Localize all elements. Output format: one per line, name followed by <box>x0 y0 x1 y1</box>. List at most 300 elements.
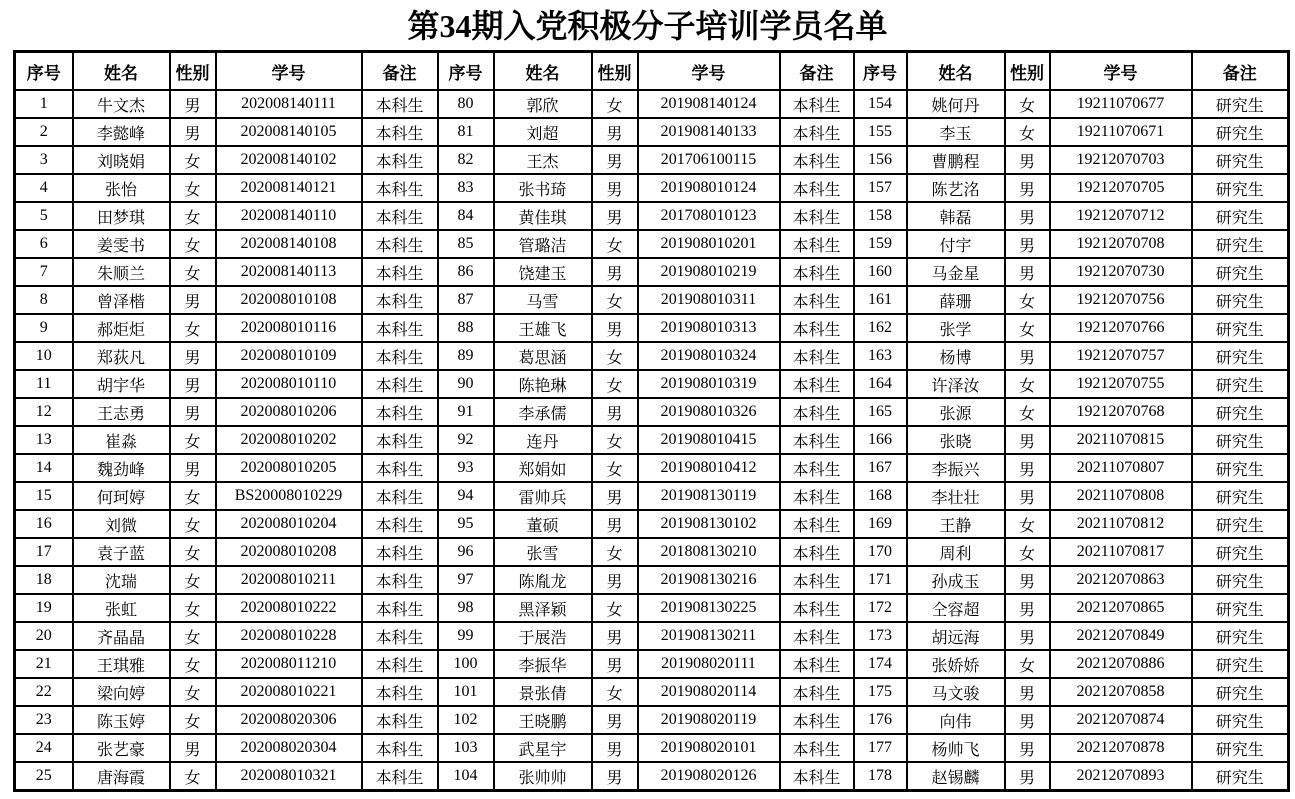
gender-cell: 女 <box>170 594 216 622</box>
remark-cell: 本科生 <box>780 258 854 286</box>
name-cell: 董硕 <box>494 510 592 538</box>
student-id-cell: 20211070807 <box>1050 454 1192 482</box>
remark-cell: 本科生 <box>780 230 854 258</box>
name-cell: 曾泽楷 <box>73 286 170 314</box>
name-cell: 韩磊 <box>907 202 1005 230</box>
serial-cell: 102 <box>438 706 494 734</box>
table-row <box>15 538 1289 566</box>
gender-cell: 男 <box>1005 146 1050 174</box>
gender-cell: 女 <box>170 174 216 202</box>
student-id-cell: BS20008010229 <box>216 482 362 510</box>
table-row <box>15 426 1289 454</box>
name-cell: 梁向婷 <box>73 678 170 706</box>
table-row <box>15 342 1289 370</box>
table-row <box>15 398 1289 426</box>
name-cell: 郝炬炬 <box>73 314 170 342</box>
student-id-cell: 201908010319 <box>638 370 780 398</box>
serial-cell: 2 <box>15 118 73 146</box>
serial-cell: 175 <box>854 678 907 706</box>
serial-cell: 163 <box>854 342 907 370</box>
serial-cell: 92 <box>438 426 494 454</box>
remark-cell: 本科生 <box>362 454 438 482</box>
table-row <box>15 762 1289 791</box>
gender-cell: 女 <box>170 202 216 230</box>
gender-cell: 男 <box>1005 622 1050 650</box>
gender-cell: 女 <box>592 454 638 482</box>
serial-cell: 159 <box>854 230 907 258</box>
serial-cell: 160 <box>854 258 907 286</box>
name-cell: 连丹 <box>494 426 592 454</box>
trainee-roster-table <box>13 50 1290 792</box>
table-row <box>15 286 1289 314</box>
student-id-cell: 20212070886 <box>1050 650 1192 678</box>
col-header-student-id: 学号 <box>638 52 780 91</box>
name-cell: 陈玉婷 <box>73 706 170 734</box>
gender-cell: 女 <box>170 566 216 594</box>
serial-cell: 17 <box>15 538 73 566</box>
serial-cell: 8 <box>15 286 73 314</box>
remark-cell: 本科生 <box>362 342 438 370</box>
name-cell: 葛思涵 <box>494 342 592 370</box>
remark-cell: 研究生 <box>1192 202 1289 230</box>
remark-cell: 本科生 <box>362 538 438 566</box>
serial-cell: 93 <box>438 454 494 482</box>
remark-cell: 本科生 <box>362 314 438 342</box>
gender-cell: 女 <box>170 538 216 566</box>
name-cell: 饶建玉 <box>494 258 592 286</box>
student-id-cell: 201908130216 <box>638 566 780 594</box>
serial-cell: 103 <box>438 734 494 762</box>
remark-cell: 本科生 <box>362 146 438 174</box>
remark-cell: 研究生 <box>1192 342 1289 370</box>
student-id-cell: 202008140102 <box>216 146 362 174</box>
gender-cell: 女 <box>592 538 638 566</box>
table-row <box>15 510 1289 538</box>
remark-cell: 本科生 <box>362 678 438 706</box>
name-cell: 周利 <box>907 538 1005 566</box>
remark-cell: 本科生 <box>362 90 438 118</box>
remark-cell: 研究生 <box>1192 538 1289 566</box>
table-row <box>15 146 1289 174</box>
student-id-cell: 202008010321 <box>216 762 362 791</box>
name-cell: 张源 <box>907 398 1005 426</box>
name-cell: 陈艺洺 <box>907 174 1005 202</box>
student-id-cell: 201908010326 <box>638 398 780 426</box>
gender-cell: 女 <box>170 678 216 706</box>
student-id-cell: 201908010124 <box>638 174 780 202</box>
name-cell: 杨帅飞 <box>907 734 1005 762</box>
serial-cell: 1 <box>15 90 73 118</box>
serial-cell: 3 <box>15 146 73 174</box>
student-id-cell: 201708010123 <box>638 202 780 230</box>
remark-cell: 本科生 <box>362 258 438 286</box>
serial-cell: 97 <box>438 566 494 594</box>
name-cell: 郑荻凡 <box>73 342 170 370</box>
gender-cell: 男 <box>592 622 638 650</box>
student-id-cell: 202008010208 <box>216 538 362 566</box>
gender-cell: 女 <box>170 258 216 286</box>
gender-cell: 男 <box>170 342 216 370</box>
remark-cell: 本科生 <box>780 286 854 314</box>
gender-cell: 男 <box>1005 174 1050 202</box>
gender-cell: 男 <box>170 370 216 398</box>
gender-cell: 女 <box>170 230 216 258</box>
gender-cell: 女 <box>1005 314 1050 342</box>
student-id-cell: 202008010222 <box>216 594 362 622</box>
gender-cell: 女 <box>170 762 216 791</box>
remark-cell: 本科生 <box>780 202 854 230</box>
name-cell: 姜雯书 <box>73 230 170 258</box>
name-cell: 田梦琪 <box>73 202 170 230</box>
name-cell: 李振华 <box>494 650 592 678</box>
gender-cell: 男 <box>1005 258 1050 286</box>
gender-cell: 男 <box>170 454 216 482</box>
remark-cell: 研究生 <box>1192 370 1289 398</box>
gender-cell: 男 <box>1005 342 1050 370</box>
student-id-cell: 19212070730 <box>1050 258 1192 286</box>
name-cell: 张娇娇 <box>907 650 1005 678</box>
gender-cell: 男 <box>592 510 638 538</box>
remark-cell: 本科生 <box>780 510 854 538</box>
name-cell: 姚何丹 <box>907 90 1005 118</box>
serial-cell: 20 <box>15 622 73 650</box>
name-cell: 陈艳琳 <box>494 370 592 398</box>
serial-cell: 87 <box>438 286 494 314</box>
gender-cell: 女 <box>170 314 216 342</box>
gender-cell: 女 <box>170 706 216 734</box>
student-id-cell: 19212070705 <box>1050 174 1192 202</box>
serial-cell: 18 <box>15 566 73 594</box>
remark-cell: 研究生 <box>1192 706 1289 734</box>
student-id-cell: 20212070858 <box>1050 678 1192 706</box>
remark-cell: 本科生 <box>362 510 438 538</box>
gender-cell: 男 <box>592 650 638 678</box>
remark-cell: 本科生 <box>362 230 438 258</box>
name-cell: 牛文杰 <box>73 90 170 118</box>
serial-cell: 81 <box>438 118 494 146</box>
student-id-cell: 202008010204 <box>216 510 362 538</box>
gender-cell: 男 <box>592 734 638 762</box>
student-id-cell: 201908010415 <box>638 426 780 454</box>
name-cell: 付宇 <box>907 230 1005 258</box>
col-header-serial: 序号 <box>15 52 73 91</box>
remark-cell: 本科生 <box>362 370 438 398</box>
table-row <box>15 202 1289 230</box>
name-cell: 王静 <box>907 510 1005 538</box>
student-id-cell: 20211070812 <box>1050 510 1192 538</box>
serial-cell: 171 <box>854 566 907 594</box>
serial-cell: 157 <box>854 174 907 202</box>
col-header-serial: 序号 <box>438 52 494 91</box>
serial-cell: 178 <box>854 762 907 791</box>
serial-cell: 9 <box>15 314 73 342</box>
remark-cell: 本科生 <box>780 622 854 650</box>
serial-cell: 165 <box>854 398 907 426</box>
gender-cell: 男 <box>1005 734 1050 762</box>
remark-cell: 本科生 <box>780 426 854 454</box>
gender-cell: 女 <box>1005 370 1050 398</box>
col-header-gender: 性别 <box>1005 52 1050 91</box>
remark-cell: 本科生 <box>362 286 438 314</box>
gender-cell: 女 <box>592 342 638 370</box>
remark-cell: 研究生 <box>1192 118 1289 146</box>
serial-cell: 90 <box>438 370 494 398</box>
col-header-serial: 序号 <box>854 52 907 91</box>
name-cell: 管璐洁 <box>494 230 592 258</box>
table-row <box>15 706 1289 734</box>
remark-cell: 研究生 <box>1192 314 1289 342</box>
serial-cell: 80 <box>438 90 494 118</box>
student-id-cell: 202008010228 <box>216 622 362 650</box>
gender-cell: 女 <box>592 370 638 398</box>
student-id-cell: 20211070817 <box>1050 538 1192 566</box>
serial-cell: 82 <box>438 146 494 174</box>
student-id-cell: 20211070808 <box>1050 482 1192 510</box>
name-cell: 李振兴 <box>907 454 1005 482</box>
serial-cell: 104 <box>438 762 494 791</box>
student-id-cell: 201908020101 <box>638 734 780 762</box>
serial-cell: 154 <box>854 90 907 118</box>
name-cell: 张虹 <box>73 594 170 622</box>
gender-cell: 男 <box>592 174 638 202</box>
remark-cell: 本科生 <box>780 594 854 622</box>
remark-cell: 本科生 <box>780 146 854 174</box>
name-cell: 袁子蓝 <box>73 538 170 566</box>
student-id-cell: 201908140124 <box>638 90 780 118</box>
serial-cell: 155 <box>854 118 907 146</box>
remark-cell: 本科生 <box>780 118 854 146</box>
name-cell: 仝容超 <box>907 594 1005 622</box>
gender-cell: 女 <box>592 286 638 314</box>
student-id-cell: 202008010109 <box>216 342 362 370</box>
gender-cell: 女 <box>1005 538 1050 566</box>
gender-cell: 女 <box>170 482 216 510</box>
name-cell: 马金星 <box>907 258 1005 286</box>
gender-cell: 男 <box>170 398 216 426</box>
serial-cell: 84 <box>438 202 494 230</box>
student-id-cell: 201908020126 <box>638 762 780 791</box>
student-id-cell: 19212070703 <box>1050 146 1192 174</box>
name-cell: 何珂婷 <box>73 482 170 510</box>
name-cell: 沈瑞 <box>73 566 170 594</box>
gender-cell: 男 <box>1005 706 1050 734</box>
serial-cell: 7 <box>15 258 73 286</box>
remark-cell: 研究生 <box>1192 90 1289 118</box>
serial-cell: 156 <box>854 146 907 174</box>
gender-cell: 女 <box>170 426 216 454</box>
remark-cell: 本科生 <box>780 398 854 426</box>
student-id-cell: 202008010116 <box>216 314 362 342</box>
remark-cell: 研究生 <box>1192 258 1289 286</box>
serial-cell: 4 <box>15 174 73 202</box>
name-cell: 张书琦 <box>494 174 592 202</box>
col-header-remark: 备注 <box>362 52 438 91</box>
gender-cell: 女 <box>592 426 638 454</box>
name-cell: 郭欣 <box>494 90 592 118</box>
gender-cell: 男 <box>1005 230 1050 258</box>
remark-cell: 研究生 <box>1192 482 1289 510</box>
serial-cell: 99 <box>438 622 494 650</box>
student-id-cell: 19212070712 <box>1050 202 1192 230</box>
page-title: 第34期入党积极分子培训学员名单 <box>407 8 888 44</box>
serial-cell: 25 <box>15 762 73 791</box>
name-cell: 黄佳琪 <box>494 202 592 230</box>
gender-cell: 女 <box>1005 510 1050 538</box>
name-cell: 李玉 <box>907 118 1005 146</box>
name-cell: 刘超 <box>494 118 592 146</box>
student-id-cell: 201908010313 <box>638 314 780 342</box>
remark-cell: 研究生 <box>1192 174 1289 202</box>
name-cell: 朱顺兰 <box>73 258 170 286</box>
serial-cell: 168 <box>854 482 907 510</box>
remark-cell: 研究生 <box>1192 734 1289 762</box>
serial-cell: 162 <box>854 314 907 342</box>
remark-cell: 本科生 <box>780 650 854 678</box>
remark-cell: 本科生 <box>780 762 854 791</box>
serial-cell: 95 <box>438 510 494 538</box>
student-id-cell: 202008011210 <box>216 650 362 678</box>
gender-cell: 男 <box>592 398 638 426</box>
gender-cell: 男 <box>592 762 638 791</box>
student-id-cell: 19212070757 <box>1050 342 1192 370</box>
table-row <box>15 678 1289 706</box>
student-id-cell: 201908130225 <box>638 594 780 622</box>
student-id-cell: 19211070677 <box>1050 90 1192 118</box>
name-cell: 向伟 <box>907 706 1005 734</box>
remark-cell: 本科生 <box>362 426 438 454</box>
student-id-cell: 201908010219 <box>638 258 780 286</box>
student-id-cell: 201908020119 <box>638 706 780 734</box>
remark-cell: 研究生 <box>1192 594 1289 622</box>
student-id-cell: 202008010108 <box>216 286 362 314</box>
name-cell: 王晓鹏 <box>494 706 592 734</box>
name-cell: 胡远海 <box>907 622 1005 650</box>
remark-cell: 研究生 <box>1192 622 1289 650</box>
serial-cell: 158 <box>854 202 907 230</box>
remark-cell: 本科生 <box>362 762 438 791</box>
gender-cell: 男 <box>1005 482 1050 510</box>
serial-cell: 11 <box>15 370 73 398</box>
student-id-cell: 202008010110 <box>216 370 362 398</box>
table-row <box>15 230 1289 258</box>
student-id-cell: 202008020306 <box>216 706 362 734</box>
gender-cell: 男 <box>592 314 638 342</box>
col-header-gender: 性别 <box>170 52 216 91</box>
gender-cell: 女 <box>592 594 638 622</box>
student-id-cell: 20212070878 <box>1050 734 1192 762</box>
remark-cell: 本科生 <box>362 594 438 622</box>
student-id-cell: 201908020111 <box>638 650 780 678</box>
student-id-cell: 202008010206 <box>216 398 362 426</box>
gender-cell: 男 <box>1005 566 1050 594</box>
serial-cell: 174 <box>854 650 907 678</box>
gender-cell: 女 <box>170 146 216 174</box>
name-cell: 唐海霞 <box>73 762 170 791</box>
col-header-name: 姓名 <box>907 52 1005 91</box>
name-cell: 张雪 <box>494 538 592 566</box>
student-id-cell: 20212070893 <box>1050 762 1192 791</box>
gender-cell: 女 <box>1005 398 1050 426</box>
serial-cell: 176 <box>854 706 907 734</box>
table-row <box>15 90 1289 118</box>
col-header-name: 姓名 <box>494 52 592 91</box>
remark-cell: 本科生 <box>362 566 438 594</box>
gender-cell: 女 <box>1005 286 1050 314</box>
remark-cell: 本科生 <box>780 370 854 398</box>
remark-cell: 研究生 <box>1192 426 1289 454</box>
serial-cell: 164 <box>854 370 907 398</box>
gender-cell: 男 <box>1005 426 1050 454</box>
student-id-cell: 202008020304 <box>216 734 362 762</box>
serial-cell: 101 <box>438 678 494 706</box>
serial-cell: 15 <box>15 482 73 510</box>
student-id-cell: 202008140121 <box>216 174 362 202</box>
remark-cell: 本科生 <box>362 650 438 678</box>
remark-cell: 本科生 <box>362 734 438 762</box>
name-cell: 马雪 <box>494 286 592 314</box>
col-header-remark: 备注 <box>1192 52 1289 91</box>
student-id-cell: 20211070815 <box>1050 426 1192 454</box>
serial-cell: 91 <box>438 398 494 426</box>
serial-cell: 172 <box>854 594 907 622</box>
student-id-cell: 202008140108 <box>216 230 362 258</box>
name-cell: 魏劲峰 <box>73 454 170 482</box>
table-row <box>15 174 1289 202</box>
remark-cell: 本科生 <box>362 118 438 146</box>
gender-cell: 男 <box>592 258 638 286</box>
col-header-remark: 备注 <box>780 52 854 91</box>
student-id-cell: 201908010311 <box>638 286 780 314</box>
student-id-cell: 201908140133 <box>638 118 780 146</box>
name-cell: 刘晓娟 <box>73 146 170 174</box>
remark-cell: 本科生 <box>780 90 854 118</box>
student-id-cell: 19212070756 <box>1050 286 1192 314</box>
student-id-cell: 20212070849 <box>1050 622 1192 650</box>
header-row <box>15 52 1289 91</box>
remark-cell: 本科生 <box>780 342 854 370</box>
name-cell: 曹鹏程 <box>907 146 1005 174</box>
name-cell: 武星宇 <box>494 734 592 762</box>
name-cell: 黑泽颖 <box>494 594 592 622</box>
student-id-cell: 201908130211 <box>638 622 780 650</box>
name-cell: 雷帅兵 <box>494 482 592 510</box>
name-cell: 赵锡麟 <box>907 762 1005 791</box>
remark-cell: 本科生 <box>362 202 438 230</box>
name-cell: 李承儒 <box>494 398 592 426</box>
serial-cell: 23 <box>15 706 73 734</box>
name-cell: 李壮壮 <box>907 482 1005 510</box>
name-cell: 李懿峰 <box>73 118 170 146</box>
serial-cell: 169 <box>854 510 907 538</box>
remark-cell: 本科生 <box>780 566 854 594</box>
student-id-cell: 19211070671 <box>1050 118 1192 146</box>
remark-cell: 本科生 <box>780 538 854 566</box>
gender-cell: 男 <box>592 118 638 146</box>
serial-cell: 13 <box>15 426 73 454</box>
gender-cell: 男 <box>170 286 216 314</box>
remark-cell: 研究生 <box>1192 230 1289 258</box>
serial-cell: 5 <box>15 202 73 230</box>
serial-cell: 166 <box>854 426 907 454</box>
student-id-cell: 201808130210 <box>638 538 780 566</box>
serial-cell: 12 <box>15 398 73 426</box>
remark-cell: 本科生 <box>362 622 438 650</box>
serial-cell: 98 <box>438 594 494 622</box>
gender-cell: 男 <box>1005 594 1050 622</box>
student-id-cell: 201908010412 <box>638 454 780 482</box>
remark-cell: 本科生 <box>362 482 438 510</box>
serial-cell: 173 <box>854 622 907 650</box>
